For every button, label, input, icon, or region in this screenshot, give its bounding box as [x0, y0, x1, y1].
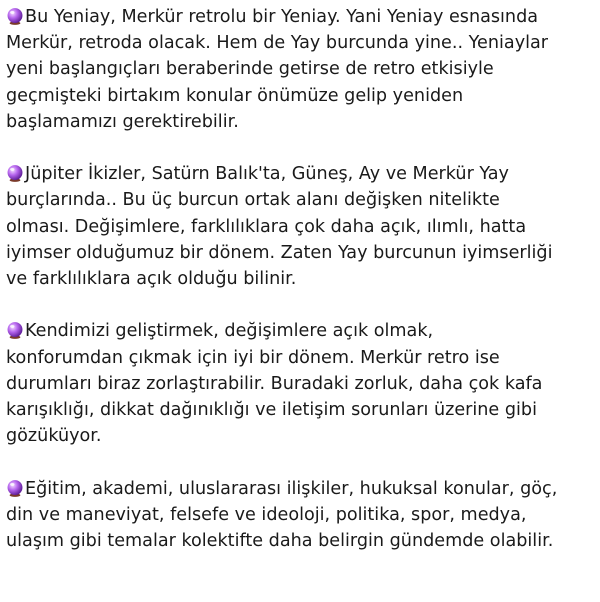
crystal-ball-icon: [6, 479, 24, 497]
paragraph-2: [6, 161, 596, 292]
text-line: durumları biraz zorlaştırabilir. Buradaki zorluk, daha çok kafa: [6, 373, 543, 394]
text-line: Eğitim, akademi, uluslararası ilişkiler, hukuksal konular, göç,: [6, 476, 596, 502]
text-line: geçmişteki birtakım konular önümüze gelip yeniden: [6, 85, 464, 106]
text-line: Bu Yeniay, Merkür retrolu bir Yeniay. Yani Yeniay esnasında: [6, 4, 596, 30]
paragraph-1: [6, 4, 596, 135]
post-text: [6, 4, 596, 554]
text-line: iyimser olduğumuz bir dönem. Zaten Yay burcunun iyimserliği: [6, 242, 553, 263]
text-line: konforumdan çıkmak için iyi bir dönem. Merkür retro ise: [6, 347, 500, 368]
paragraph-3: [6, 318, 596, 449]
text-line: gözüküyor.: [6, 426, 102, 447]
crystal-ball-icon: [6, 321, 24, 339]
paragraph-4: [6, 476, 596, 555]
crystal-ball-icon: [6, 7, 24, 25]
crystal-ball-icon: [6, 164, 24, 182]
text-line: yeni başlangıçları beraberinde getirse de retro etkisiyle: [6, 59, 494, 80]
text-line: Jüpiter İkizler, Satürn Balık'ta, Güneş, Ay ve Merkür Yay: [6, 161, 596, 187]
text-line: karışıklığı, dikkat dağınıklığı ve iletişim sorunları üzerine gibi: [6, 400, 537, 421]
text-line: ulaşım gibi temalar kolektifte daha belirgin gündemde olabilir.: [6, 531, 554, 552]
text-line: başlamamızı gerektirebilir.: [6, 111, 239, 132]
text-line: Merkür, retroda olacak. Hem de Yay burcunda yine.. Yeniaylar: [6, 33, 549, 54]
text-line: din ve maneviyat, felsefe ve ideoloji, politika, spor, medya,: [6, 504, 527, 525]
text-line: olması. Değişimlere, farklılıklara çok daha açık, ılımlı, hatta: [6, 216, 527, 237]
text-line: ve farklılıklara açık olduğu bilinir.: [6, 269, 297, 290]
text-line: burçlarında.. Bu üç burcun ortak alanı değişken nitelikte: [6, 190, 500, 211]
text-line: Kendimizi geliştirmek, değişimlere açık olmak,: [6, 318, 596, 344]
